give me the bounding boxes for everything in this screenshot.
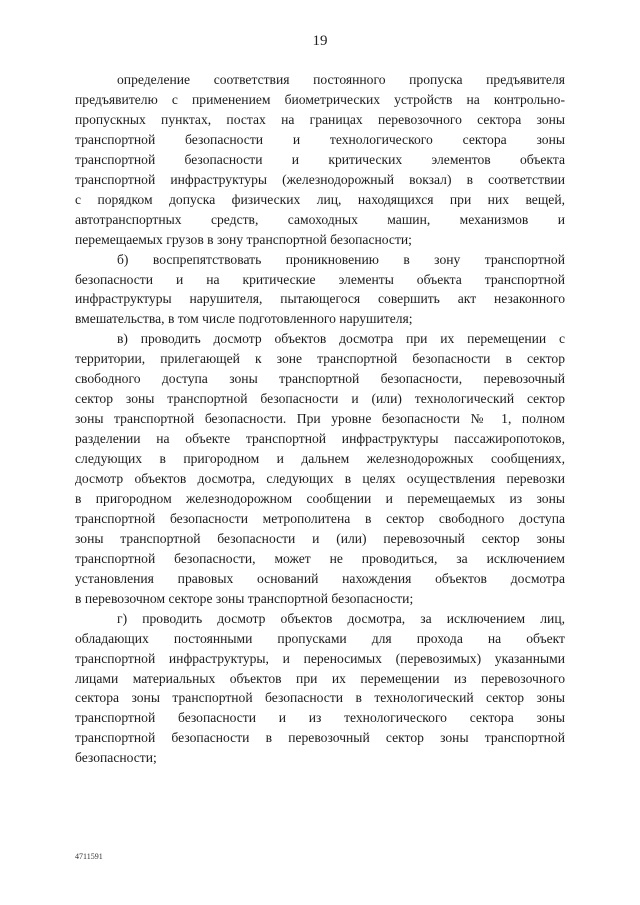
text-line: безопасности и на критические элементы объекта транспортной bbox=[75, 271, 565, 287]
text-line: безопасности; bbox=[75, 750, 157, 766]
text-line: б) воспрепятствовать проникновению в зону транспортной bbox=[117, 251, 565, 267]
text-line: перемещаемых грузов в зону транспортной безопасности; bbox=[75, 231, 412, 247]
text-line: автотранспортных средств, самоходных машин, механизмов и bbox=[75, 211, 565, 227]
page-number: 19 bbox=[312, 33, 328, 49]
text-line: транспортной безопасности в перевозочный сектор зоны транспортной bbox=[75, 730, 565, 746]
text-line: г) проводить досмотр объектов досмотра, за исключением лиц, bbox=[117, 610, 565, 626]
text-line: транспортной безопасности и технологического сектора зоны bbox=[75, 131, 565, 147]
text-line: в перевозочном секторе зоны транспортной безопасности; bbox=[75, 590, 414, 606]
text-line: транспортной безопасности и критических элементов объекта bbox=[75, 151, 565, 167]
text-line: в пригородном железнодорожном сообщении и перемещаемых из зоны bbox=[75, 490, 565, 506]
text-line: пропускных пунктах, постах на границах перевозочного сектора зоны bbox=[75, 111, 565, 127]
text-line: транспортной безопасности и из технологического сектора зоны bbox=[75, 710, 565, 726]
text-line: инфраструктуры нарушителя, пытающегося совершить акт незаконного bbox=[75, 291, 565, 307]
text-line: определение соответствия постоянного пропуска предъявителя bbox=[117, 72, 565, 87]
text-line: установления правовых оснований нахождения объектов досмотра bbox=[75, 570, 565, 586]
text-line: лицами материальных объектов при их перемещении из перевозочного bbox=[75, 670, 565, 686]
text-line: обладающих постоянными пропусками для прохода на объект bbox=[75, 630, 565, 646]
text-line: в) проводить досмотр объектов досмотра при их перемещении с bbox=[117, 331, 565, 347]
text-line: транспортной безопасности, может не проводиться, за исключением bbox=[75, 550, 565, 566]
text-line: разделении на объекте транспортной инфраструктуры пассажиропотоков, bbox=[75, 431, 565, 447]
text-line: следующих в пригородном и дальнем железнодорожных сообщениях, bbox=[75, 451, 565, 467]
text-line: транспортной инфраструктуры (железнодорожный вокзал) в соответствии bbox=[75, 171, 565, 187]
text-line: сектора зоны транспортной безопасности в технологический сектор зоны bbox=[75, 690, 565, 706]
document-id: 4711591 bbox=[75, 852, 103, 861]
text-line: сектор зоны транспортной безопасности и (или) технологический сектор bbox=[75, 391, 565, 407]
text-line: транспортной инфраструктуры, и переносимых (перевозимых) указанными bbox=[75, 650, 565, 666]
text-line: предъявителю с применением биометрических устройств на контрольно- bbox=[75, 91, 565, 107]
text-line: вмешательства, в том числе подготовленного нарушителя; bbox=[75, 311, 413, 327]
text-line: досмотр объектов досмотра, следующих в целях осуществления перевозки bbox=[75, 471, 565, 486]
text-line: зоны транспортной безопасности и (или) перевозочный сектор зоны bbox=[75, 530, 565, 546]
text-line: свободного доступа зоны транспортной безопасности, перевозочный bbox=[75, 371, 565, 387]
text-line: транспортной безопасности метрополитена в сектор свободного доступа bbox=[75, 510, 565, 526]
text-line: с порядком допуска физических лиц, находящихся при них вещей, bbox=[75, 191, 565, 207]
text-line: зоны транспортной безопасности. При уровне безопасности № 1, полном bbox=[75, 411, 565, 427]
text-line: территории, прилегающей к зоне транспортной безопасности в сектор bbox=[75, 351, 565, 367]
